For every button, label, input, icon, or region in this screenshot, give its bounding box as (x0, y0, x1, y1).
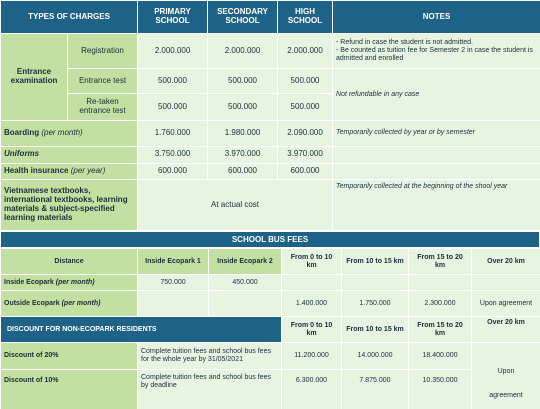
header-types: TYPES OF CHARGES (1, 1, 138, 34)
discount-header-0-10: From 0 to 10 km (282, 317, 342, 343)
bus-header-15-20: From 15 to 20 km (409, 249, 472, 275)
health-label-text: Health insurance (4, 165, 69, 175)
header-high: HIGH SCHOOL (278, 1, 333, 34)
outside-ecopark-qualifier: (per month) (61, 299, 101, 307)
inside-ecopark-0-10 (282, 275, 342, 291)
health-note (333, 163, 540, 180)
registration-note-line-2: - Be counted as tuition fee for Semester 2 in case the student is admitted and enrolled (336, 47, 533, 63)
textbooks-label: Vietnamese textbooks, international textbooks, learning materials & subject-specified learning materials (1, 180, 138, 231)
health-label (1, 163, 138, 180)
bus-header-over-20: Over 20 km (472, 249, 540, 275)
discount-over-20-line-2: agreement (489, 392, 523, 399)
discount-10-label: Discount of 10% (1, 370, 138, 409)
discount-10-desc: Complete tuition fees and school bus fees by deadline (138, 370, 282, 409)
boarding-note: Temporarily collected by year or by semester (333, 121, 540, 147)
boarding-qualifier: (per month) (41, 128, 83, 138)
inside-ecopark-2: 450.000 (209, 275, 282, 291)
textbooks-note: Temporarily collected at the beginning of the shool year (333, 180, 540, 231)
health-primary: 600.000 (138, 163, 208, 180)
discount-header-over-20: Over 20 km (472, 317, 540, 343)
discount-over-20 (472, 343, 540, 409)
entrance-examination-label: Entrance examination (1, 34, 68, 121)
boarding-label (1, 121, 138, 147)
inside-ecopark-label (1, 275, 138, 291)
entrance-test-primary: 500.000 (138, 69, 208, 94)
retaken-test-label: Re-taken entrance test (68, 94, 138, 121)
discount-20-15-20: 18.400.000 (409, 343, 472, 370)
entrance-test-label: Entrance test (68, 69, 138, 94)
health-qualifier: (per year) (70, 165, 106, 175)
boarding-label-text: Boarding (4, 128, 40, 138)
health-secondary: 600.000 (208, 163, 278, 180)
registration-label: Registration (68, 34, 138, 69)
discount-10-15-20: 10.350.000 (409, 370, 472, 409)
outside-ecopark-2 (209, 291, 282, 317)
header-primary: PRIMARY SCHOOL (138, 1, 208, 34)
registration-note (333, 34, 540, 69)
registration-note-line-1: - Refund in case the student is not admitted. (336, 38, 473, 46)
boarding-high: 2.090.000 (278, 121, 333, 147)
textbooks-value: At actual cost (138, 180, 333, 231)
entrance-test-note: Not refundable in any case (333, 69, 540, 121)
registration-primary: 2.000.000 (138, 34, 208, 69)
registration-secondary: 2.000.000 (208, 34, 278, 69)
bus-header-distance: Distance (1, 249, 138, 275)
outside-ecopark-15-20: 2.300.000 (409, 291, 472, 317)
discount-header-10-15: From 10 to 15 km (342, 317, 409, 343)
discount-10-10-15: 7.875.000 (342, 370, 409, 409)
discount-over-20-line-1: Upon (497, 368, 515, 376)
inside-ecopark-1: 750.000 (138, 275, 209, 291)
header-notes: NOTES (333, 1, 540, 34)
registration-high: 2.000.000 (278, 34, 333, 69)
retaken-test-high: 500.000 (278, 94, 333, 121)
outside-ecopark-over-20: Upon agreement (472, 291, 540, 317)
inside-ecopark-qualifier: (per month) (55, 278, 95, 286)
bus-header-0-10: From 0 to 10 km (282, 249, 342, 275)
discount-20-10-15: 14.000.000 (342, 343, 409, 370)
discount-10-0-10: 6.300.000 (282, 370, 342, 409)
boarding-primary: 1.760.000 (138, 121, 208, 147)
header-secondary: SECONDARY SCHOOL (208, 1, 278, 34)
discount-20-desc: Complete tuition fees and school bus fees for the whole year by 31/05/2021 (138, 343, 282, 370)
discount-header-15-20: From 15 to 20 km (409, 317, 472, 343)
entrance-test-secondary: 500.000 (208, 69, 278, 94)
discount-title: DISCOUNT FOR NON-ECOPARK RESIDENTS (1, 317, 282, 343)
retaken-test-primary: 500.000 (138, 94, 208, 121)
discount-20-0-10: 11.200.000 (282, 343, 342, 370)
bus-header-inside-1: Inside Ecopark 1 (138, 249, 209, 275)
bus-header-inside-2: Inside Ecopark 2 (209, 249, 282, 275)
inside-ecopark-15-20 (409, 275, 472, 291)
uniforms-note (333, 147, 540, 164)
outside-ecopark-label (1, 291, 138, 317)
outside-ecopark-0-10: 1.400.000 (282, 291, 342, 317)
inside-ecopark-label-text: Inside Ecopark (4, 278, 54, 286)
uniforms-secondary: 3.970.000 (208, 147, 278, 164)
school-bus-title: SCHOOL BUS FEES (0, 231, 540, 248)
bus-header-10-15: From 10 to 15 km (342, 249, 409, 275)
outside-ecopark-label-text: Outside Ecopark (4, 299, 60, 307)
retaken-test-secondary: 500.000 (208, 94, 278, 121)
inside-ecopark-over-20 (472, 275, 540, 291)
discount-20-label: Discount of 20% (1, 343, 138, 370)
outside-ecopark-1 (138, 291, 209, 317)
boarding-secondary: 1.980.000 (208, 121, 278, 147)
uniforms-high: 3.970.000 (278, 147, 333, 164)
uniforms-primary: 3.750.000 (138, 147, 208, 164)
bus-table (0, 248, 540, 409)
inside-ecopark-10-15 (342, 275, 409, 291)
uniforms-label: Uniforms (1, 147, 138, 164)
outside-ecopark-10-15: 1.750.000 (342, 291, 409, 317)
entrance-test-high: 500.000 (278, 69, 333, 94)
health-high: 600.000 (278, 163, 333, 180)
